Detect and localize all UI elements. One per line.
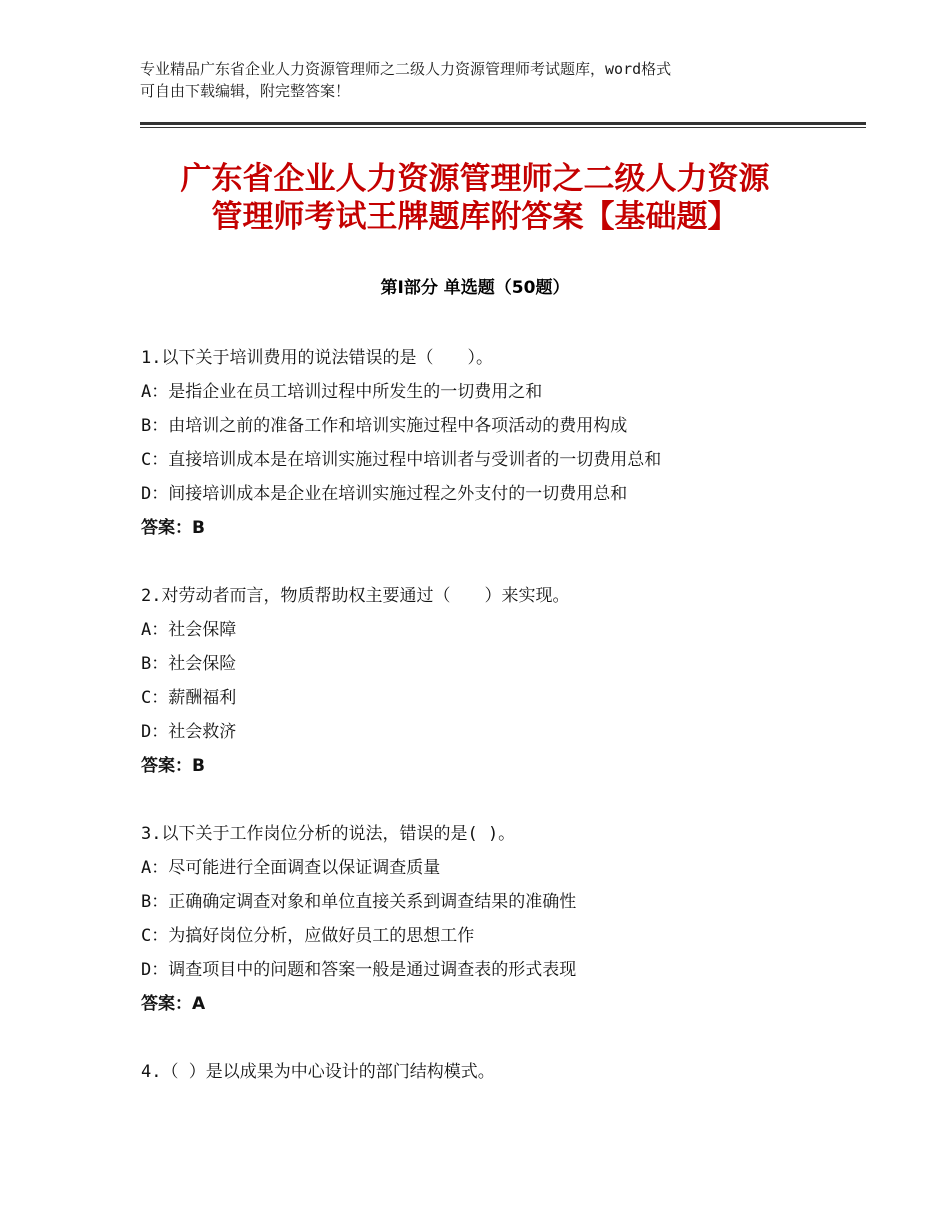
document-title-line-1: 广东省企业人力资源管理师之二级人力资源 [180,161,770,197]
header-note [140,58,820,102]
question-4 [141,1055,841,1089]
question-2 [141,579,841,783]
answer: 答案：B [141,756,205,776]
document-title-line-2: 管理师考试王牌题库附答案【基础题】 [211,199,739,235]
option-d: D：间接培训成本是企业在培训实施过程之外支付的一切费用总和 [141,484,628,504]
question-stem: 1.以下关于培训费用的说法错误的是（ ）。 [141,348,493,368]
option-a: A：社会保障 [141,620,237,640]
header-rule-thick [140,122,866,125]
question-stem: 4.（ ）是以成果为中心设计的部门结构模式。 [141,1062,495,1082]
option-c: C：薪酬福利 [141,688,237,708]
question-stem: 2.对劳动者而言，物质帮助权主要通过（ ）来实现。 [141,586,570,606]
option-b: B：社会保险 [141,654,237,674]
question-3 [141,817,841,1021]
question-stem: 3.以下关于工作岗位分析的说法，错误的是( )。 [141,824,516,844]
option-d: D：调查项目中的问题和答案一般是通过调查表的形式表现 [141,960,577,980]
option-b: B：由培训之前的准备工作和培训实施过程中各项活动的费用构成 [141,416,628,436]
option-d: D：社会救济 [141,722,237,742]
question-list [141,341,841,1123]
document-title [100,160,850,236]
option-a: A：是指企业在员工培训过程中所发生的一切费用之和 [141,382,543,402]
option-a: A：尽可能进行全面调查以保证调查质量 [141,858,441,878]
header-rule-thin [140,127,866,128]
option-c: C：直接培训成本是在培训实施过程中培训者与受训者的一切费用总和 [141,450,662,470]
header-note-line-1: 专业精品广东省企业人力资源管理师之二级人力资源管理师考试题库，word格式 [140,60,672,78]
header-note-line-2: 可自由下载编辑，附完整答案！ [140,82,351,100]
answer: 答案：A [141,994,206,1014]
question-1 [141,341,841,545]
answer: 答案：B [141,518,205,538]
option-c: C：为搞好岗位分析，应做好员工的思想工作 [141,926,475,946]
option-b: B：正确确定调查对象和单位直接关系到调查结果的准确性 [141,892,577,912]
section-heading: 第Ⅰ部分 单选题（50题） [380,278,570,298]
